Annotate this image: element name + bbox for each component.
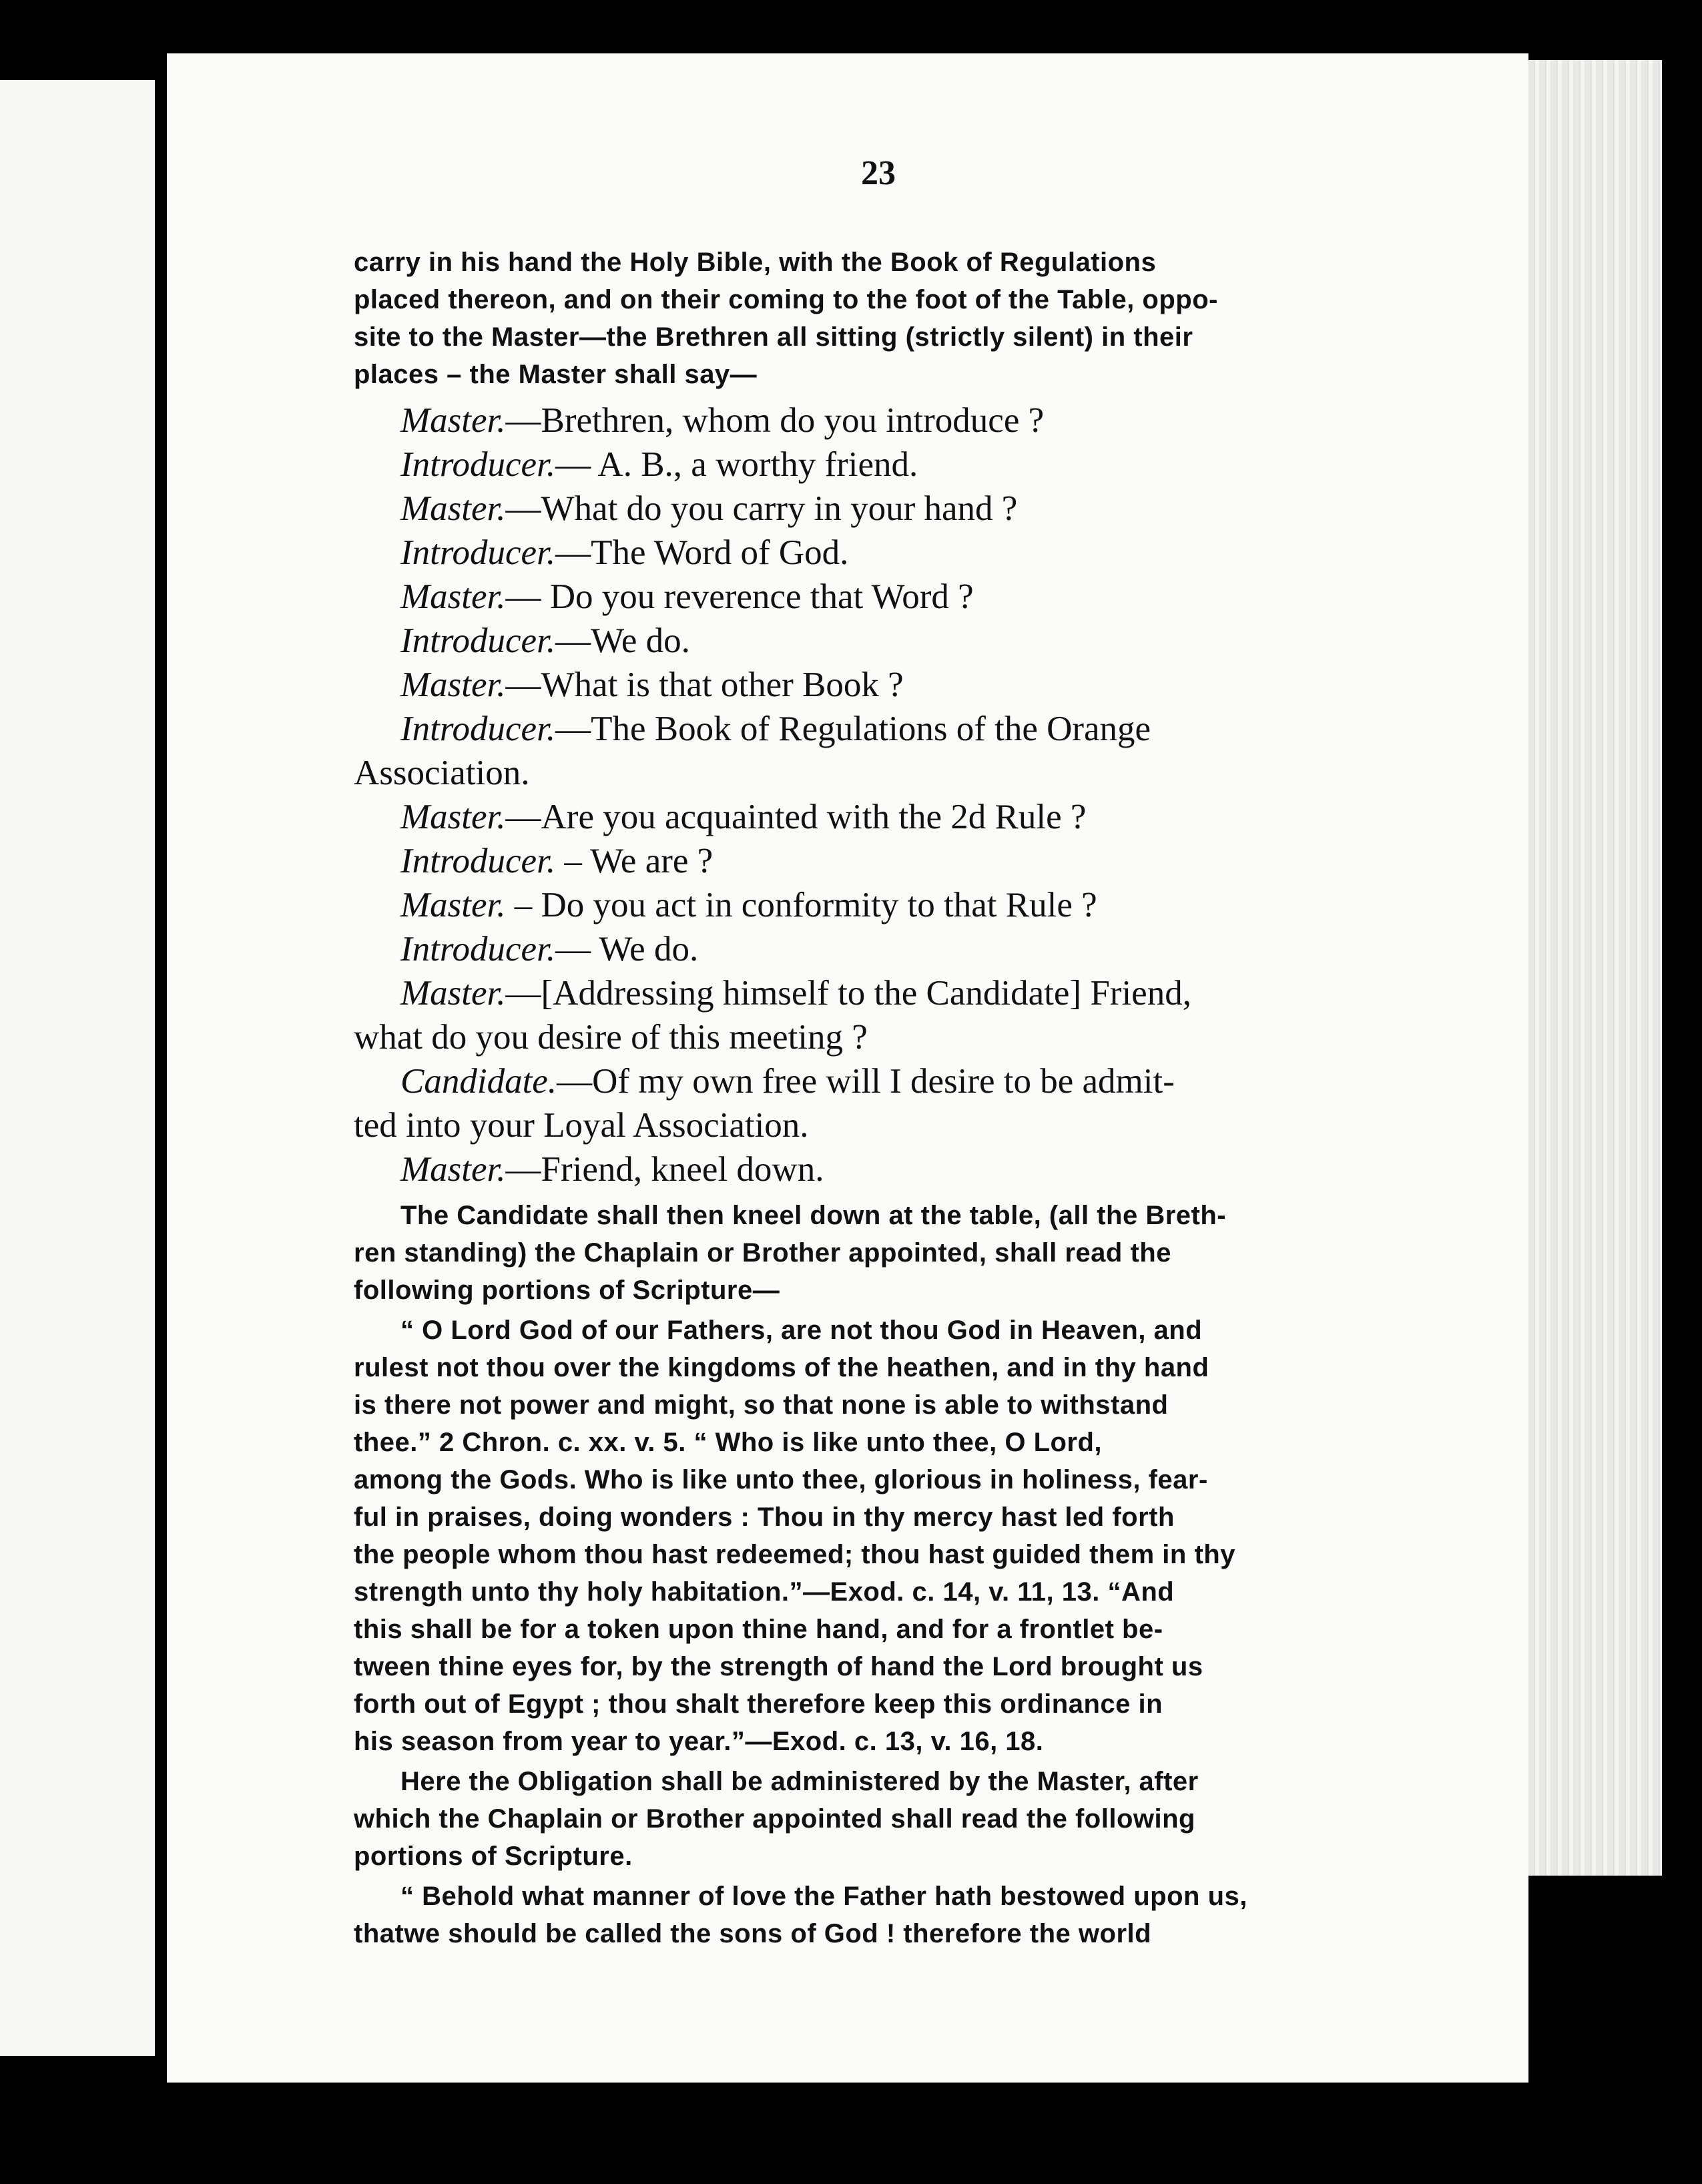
line-text: —Are you acquainted with the 2d Rule ? xyxy=(505,798,1087,836)
text-line xyxy=(354,1312,1432,1349)
speaker-label: Introducer. xyxy=(400,533,556,572)
text-line xyxy=(354,707,1432,751)
line-text: —We do. xyxy=(555,621,690,660)
line-text: —What is that other Book ? xyxy=(505,665,904,704)
line-text: portions of Scripture. xyxy=(354,1842,633,1871)
style-gap xyxy=(354,1191,1432,1197)
text-line xyxy=(354,1800,1432,1838)
text-line xyxy=(354,1763,1432,1800)
text-line xyxy=(354,1103,1432,1147)
line-text: —[Addressing himself to the Candidate] Friend, xyxy=(505,974,1191,1013)
speaker-label: Master. xyxy=(400,401,506,440)
text-line xyxy=(354,927,1432,971)
text-line xyxy=(354,795,1432,839)
text-line xyxy=(354,1878,1432,1915)
line-text: what do you desire of this meeting ? xyxy=(354,1018,868,1057)
line-text: The Candidate shall then kneel down at the table, (all the Breth- xyxy=(400,1201,1227,1230)
speaker-label: Introducer. xyxy=(400,710,556,748)
left-facing-page xyxy=(0,80,155,2056)
line-text: —Of my own free will I desire to be admit- xyxy=(557,1062,1175,1101)
line-text: rulest not thou over the kingdoms of the heathen, and in thy hand xyxy=(354,1353,1209,1382)
text-line xyxy=(354,356,1432,393)
text-line xyxy=(354,281,1432,318)
text-line xyxy=(354,663,1432,707)
line-text: this shall be for a token upon thine hand, and for a frontlet be- xyxy=(354,1615,1163,1644)
speaker-label: Introducer. xyxy=(400,842,556,880)
text-line xyxy=(354,883,1432,927)
text-line xyxy=(354,1685,1432,1723)
text-line xyxy=(354,575,1432,619)
speaker-label: Master. xyxy=(400,974,506,1013)
text-line xyxy=(354,1349,1432,1386)
text-line xyxy=(354,1234,1432,1272)
text-line xyxy=(354,1461,1432,1498)
line-text: the people whom thou hast redeemed; thou hast guided them in thy xyxy=(354,1540,1235,1569)
line-text: thee.” 2 Chron. c. xx. v. 5. “ Who is like unto thee, O Lord, xyxy=(354,1428,1103,1457)
line-text: “ O Lord God of our Fathers, are not thou God in Heaven, and xyxy=(400,1316,1203,1345)
page-text xyxy=(354,244,1432,1952)
text-line xyxy=(354,971,1432,1015)
page-number: 23 xyxy=(861,154,896,192)
speaker-label: Master. xyxy=(400,577,506,616)
speaker-label: Master. xyxy=(400,489,506,528)
line-text: strength unto thy holy habitation.”—Exod. c. 14, v. 11, 13. “And xyxy=(354,1577,1175,1607)
text-line xyxy=(354,1197,1432,1234)
line-text: forth out of Egypt ; thou shalt therefore keep this ordinance in xyxy=(354,1689,1163,1719)
text-line xyxy=(354,619,1432,663)
text-line xyxy=(354,487,1432,531)
text-line xyxy=(354,1611,1432,1648)
text-line xyxy=(354,531,1432,575)
line-text: —What do you carry in your hand ? xyxy=(505,489,1018,528)
line-text: — Do you reverence that Word ? xyxy=(505,577,974,616)
line-text: – We are ? xyxy=(555,842,714,880)
speaker-label: Introducer. xyxy=(400,621,556,660)
line-text: ren standing) the Chaplain or Brother appointed, shall read the xyxy=(354,1238,1171,1268)
line-text: ted into your Loyal Association. xyxy=(354,1106,809,1145)
line-text: Here the Obligation shall be administered by the Master, after xyxy=(400,1767,1199,1796)
text-line xyxy=(354,1915,1432,1952)
line-text: his season from year to year.”—Exod. c. 13, v. 16, 18. xyxy=(354,1727,1044,1756)
text-line xyxy=(354,1059,1432,1103)
text-line xyxy=(354,1573,1432,1611)
line-text: places – the Master shall say— xyxy=(354,360,758,389)
line-text: —The Word of God. xyxy=(555,533,849,572)
line-text: – Do you act in conformity to that Rule ? xyxy=(505,886,1097,924)
text-line xyxy=(354,1015,1432,1059)
text-line xyxy=(354,1838,1432,1875)
text-line xyxy=(354,443,1432,487)
line-text: among the Gods. Who is like unto thee, glorious in holiness, fear- xyxy=(354,1465,1208,1494)
line-text: placed thereon, and on their coming to the foot of the Table, oppo- xyxy=(354,285,1218,314)
text-line xyxy=(354,751,1432,795)
line-text: tween thine eyes for, by the strength of hand the Lord brought us xyxy=(354,1652,1203,1681)
speaker-label: Master. xyxy=(400,1150,506,1189)
text-line xyxy=(354,318,1432,356)
text-line xyxy=(354,1386,1432,1424)
text-line xyxy=(354,1498,1432,1536)
line-text: ful in praises, doing wonders : Thou in thy mercy hast led forth xyxy=(354,1503,1175,1532)
line-text: which the Chaplain or Brother appointed shall read the following xyxy=(354,1804,1195,1834)
text-line xyxy=(354,1536,1432,1573)
speaker-label: Master. xyxy=(400,798,506,836)
speaker-label: Master. xyxy=(400,886,506,924)
line-text: —Friend, kneel down. xyxy=(505,1150,824,1189)
line-text: —Brethren, whom do you introduce ? xyxy=(505,401,1045,440)
line-text: carry in his hand the Holy Bible, with the Book of Regulations xyxy=(354,248,1157,277)
text-line xyxy=(354,1147,1432,1191)
text-line xyxy=(354,1723,1432,1760)
speaker-label: Introducer. xyxy=(400,930,556,969)
line-text: is there not power and might, so that none is able to withstand xyxy=(354,1390,1169,1420)
text-line xyxy=(354,398,1432,443)
speaker-label: Candidate. xyxy=(400,1062,557,1101)
text-line xyxy=(354,1272,1432,1309)
style-gap xyxy=(354,393,1432,398)
line-text: Association. xyxy=(354,754,530,792)
line-text: — We do. xyxy=(555,930,699,969)
text-line xyxy=(354,244,1432,281)
line-text: following portions of Scripture— xyxy=(354,1276,780,1305)
text-line xyxy=(354,1424,1432,1461)
text-line xyxy=(354,839,1432,883)
page-edges xyxy=(1528,60,1662,1876)
line-text: — A. B., a worthy friend. xyxy=(555,445,918,484)
line-text: —The Book of Regulations of the Orange xyxy=(555,710,1151,748)
speaker-label: Introducer. xyxy=(400,445,556,484)
text-line xyxy=(354,1648,1432,1685)
line-text: site to the Master—the Brethren all sitting (strictly silent) in their xyxy=(354,322,1193,352)
line-text: “ Behold what manner of love the Father hath bestowed upon us, xyxy=(400,1882,1247,1911)
line-text: thatwe should be called the sons of God ! therefore the world xyxy=(354,1919,1152,1948)
speaker-label: Master. xyxy=(400,665,506,704)
